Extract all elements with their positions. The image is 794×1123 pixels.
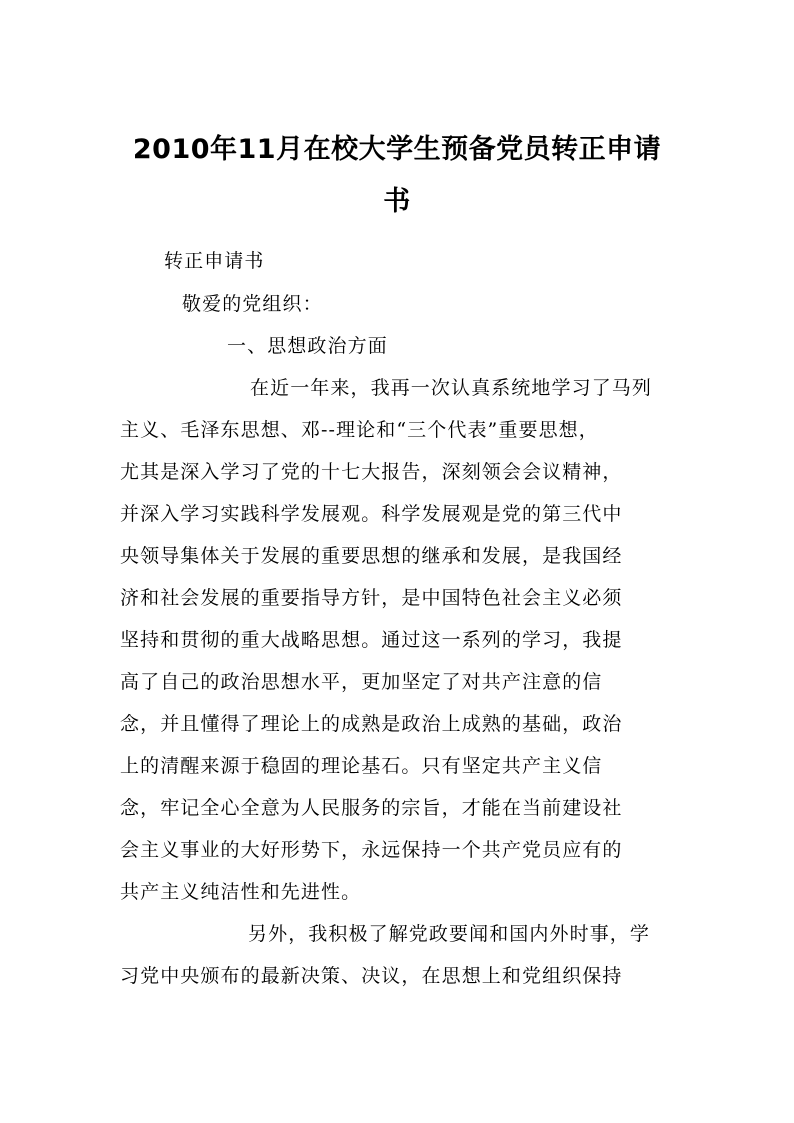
paragraph-line: 习党中央颁布的最新决策、决议，在思想上和党组织保持 [120,965,623,987]
paragraph-line: 济和社会发展的重要指导方针，是中国特色社会主义必须 [120,587,623,609]
paragraph-line: 念，并且懂得了理论上的成熟是政治上成熟的基础，政治 [120,713,623,735]
paragraph-line: 主义、毛泽东思想、邓--理论和“三个代表”重要思想， [120,419,599,441]
paragraph-line: 另外，我积极了解党政要闻和国内外时事，学 [248,923,651,945]
paragraph-line: 念，牢记全心全意为人民服务的宗旨，才能在当前建设社 [120,797,623,819]
subtitle: 转正申请书 [164,250,265,272]
paragraph-line: 高了自己的政治思想水平，更加坚定了对共产注意的信 [120,671,603,693]
paragraph-line: 央领导集体关于发展的重要思想的继承和发展，是我国经 [120,545,623,567]
paragraph-line: 坚持和贯彻的重大战略思想。通过这一系列的学习，我提 [120,629,623,651]
document-title [110,124,684,228]
document-title-line-1: 2010年11月在校大学生预备党员转正申请 [132,134,662,165]
salutation: 敬爱的党组织： [182,293,323,315]
paragraph-line: 并深入学习实践科学发展观。科学发展观是党的第三代中 [120,503,623,525]
document-title-line-2: 书 [383,186,411,217]
paragraph-line: 共产主义纯洁性和先进性。 [120,881,362,903]
paragraph-line: 在近一年来，我再一次认真系统地学习了马列 [250,377,653,399]
section-heading: 一、思想政治方面 [227,335,388,357]
paragraph-line: 尤其是深入学习了党的十七大报告，深刻领会会议精神， [120,461,623,483]
paragraph-line: 上的清醒来源于稳固的理论基石。只有坚定共产主义信 [120,755,603,777]
paragraph-line: 会主义事业的大好形势下，永远保持一个共产党员应有的 [120,839,623,861]
